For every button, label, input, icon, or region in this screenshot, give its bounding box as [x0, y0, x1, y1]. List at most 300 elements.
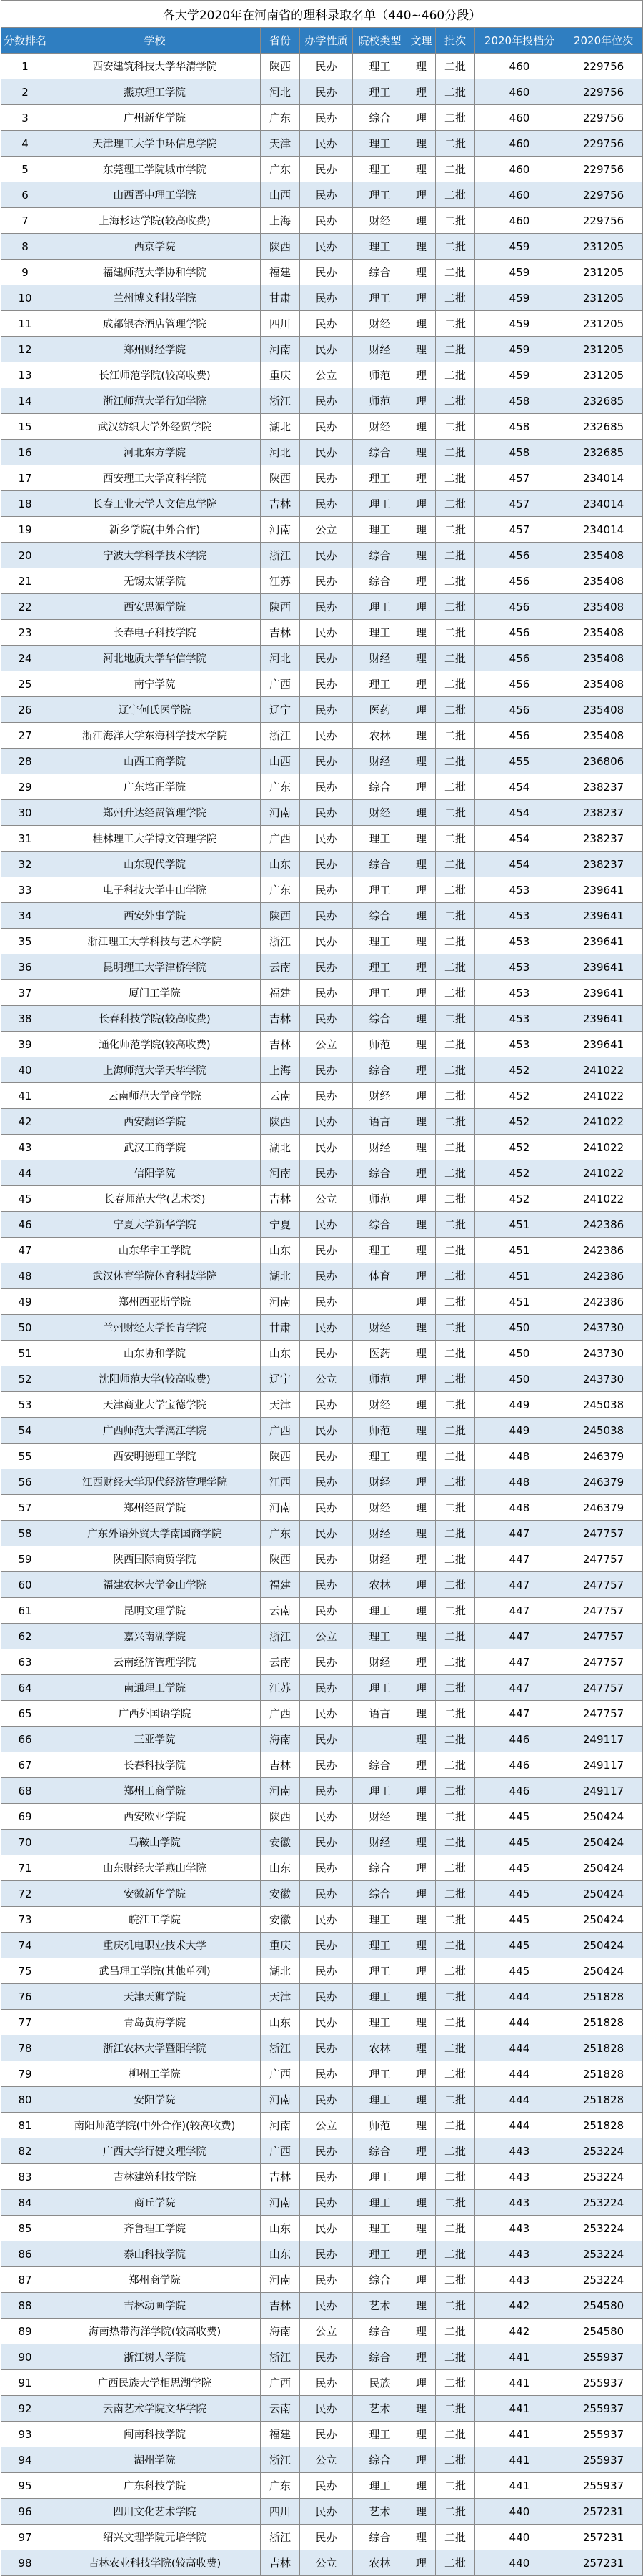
school-type-cell: 理工	[353, 2241, 407, 2267]
school-type-cell: 综合	[353, 903, 407, 929]
province-cell: 陕西	[261, 594, 300, 620]
position-cell: 238237	[564, 800, 643, 826]
rank-cell: 98	[1, 2550, 49, 2576]
province-cell: 山西	[261, 182, 300, 208]
score-cell: 445	[475, 1855, 564, 1881]
table-row	[1, 2319, 643, 2344]
score-cell: 442	[475, 2293, 564, 2319]
rank-cell: 55	[1, 1444, 49, 1469]
rank-cell: 7	[1, 208, 49, 234]
track-cell: 理	[407, 1521, 436, 1546]
position-cell: 255937	[564, 2344, 643, 2370]
position-cell: 246379	[564, 1495, 643, 1521]
school-type-cell: 综合	[353, 774, 407, 800]
batch-cell: 二批	[436, 1418, 475, 1444]
table-row	[1, 105, 643, 131]
batch-cell: 二批	[436, 440, 475, 465]
rank-cell: 2	[1, 79, 49, 105]
province-cell: 广东	[261, 1521, 300, 1546]
province-cell: 广东	[261, 105, 300, 131]
score-cell: 460	[475, 79, 564, 105]
table-row	[1, 774, 643, 800]
school-type-cell: 师范	[353, 388, 407, 414]
school-type-cell: 财经	[353, 749, 407, 774]
school-cell: 安徽新华学院	[49, 1881, 261, 1907]
track-cell: 理	[407, 697, 436, 723]
province-cell: 河南	[261, 2087, 300, 2113]
table-row	[1, 465, 643, 491]
batch-cell: 二批	[436, 388, 475, 414]
track-cell: 理	[407, 1752, 436, 1778]
track-cell: 理	[407, 1186, 436, 1212]
score-cell: 445	[475, 1804, 564, 1830]
table-row	[1, 568, 643, 594]
position-cell: 250424	[564, 1907, 643, 1933]
rank-cell: 29	[1, 774, 49, 800]
ownership-cell: 民办	[300, 1984, 353, 2010]
school-cell: 长春电子科技学院	[49, 620, 261, 646]
province-cell: 山东	[261, 2241, 300, 2267]
table-row	[1, 1186, 643, 1212]
track-cell: 理	[407, 2499, 436, 2525]
track-cell: 理	[407, 1057, 436, 1083]
rank-cell: 90	[1, 2344, 49, 2370]
track-cell: 理	[407, 285, 436, 311]
ownership-cell: 公立	[300, 2319, 353, 2344]
school-cell: 吉林建筑科技学院	[49, 2164, 261, 2190]
table-row	[1, 1083, 643, 1109]
province-cell: 吉林	[261, 1186, 300, 1212]
batch-cell: 二批	[436, 1572, 475, 1598]
ownership-cell: 民办	[300, 1212, 353, 1238]
position-cell: 250424	[564, 1804, 643, 1830]
ownership-cell: 民办	[300, 440, 353, 465]
score-cell: 460	[475, 54, 564, 79]
batch-cell: 二批	[436, 594, 475, 620]
batch-cell: 二批	[436, 1263, 475, 1289]
rank-cell: 86	[1, 2241, 49, 2267]
rank-cell: 73	[1, 1907, 49, 1933]
rank-cell: 17	[1, 465, 49, 491]
school-type-cell: 理工	[353, 517, 407, 543]
position-cell: 241022	[564, 1135, 643, 1160]
province-cell: 河北	[261, 79, 300, 105]
rank-cell: 67	[1, 1752, 49, 1778]
ownership-cell: 民办	[300, 1933, 353, 1958]
table-row	[1, 2525, 643, 2550]
batch-cell: 二批	[436, 2293, 475, 2319]
batch-cell: 二批	[436, 1495, 475, 1521]
position-cell: 232685	[564, 388, 643, 414]
position-cell: 231205	[564, 362, 643, 388]
province-cell: 辽宁	[261, 697, 300, 723]
position-cell: 253224	[564, 2241, 643, 2267]
school-type-cell: 理工	[353, 2164, 407, 2190]
ownership-cell: 民办	[300, 2010, 353, 2035]
province-cell: 河南	[261, 2190, 300, 2216]
batch-cell: 二批	[436, 1160, 475, 1186]
track-cell: 理	[407, 414, 436, 440]
track-cell: 理	[407, 1881, 436, 1907]
position-cell: 231205	[564, 285, 643, 311]
ownership-cell: 民办	[300, 2190, 353, 2216]
school-cell: 长江师范学院(较高收费)	[49, 362, 261, 388]
rank-cell: 87	[1, 2267, 49, 2293]
rank-cell: 63	[1, 1649, 49, 1675]
position-cell: 229756	[564, 208, 643, 234]
score-cell: 450	[475, 1341, 564, 1366]
table-row	[1, 1366, 643, 1392]
track-cell: 理	[407, 54, 436, 79]
school-cell: 吉林农业科技学院(较高收费)	[49, 2550, 261, 2576]
table-row	[1, 1855, 643, 1881]
school-type-cell: 理工	[353, 2216, 407, 2241]
track-cell: 理	[407, 2447, 436, 2473]
track-cell: 理	[407, 79, 436, 105]
rank-cell: 91	[1, 2370, 49, 2396]
ownership-cell: 民办	[300, 980, 353, 1006]
school-type-cell: 综合	[353, 105, 407, 131]
ownership-cell: 民办	[300, 1263, 353, 1289]
rank-cell: 76	[1, 1984, 49, 2010]
school-type-cell: 综合	[353, 543, 407, 568]
table-row	[1, 1392, 643, 1418]
score-cell: 450	[475, 1315, 564, 1341]
batch-cell: 二批	[436, 1135, 475, 1160]
school-cell: 泰山科技学院	[49, 2241, 261, 2267]
school-type-cell: 理工	[353, 131, 407, 157]
score-cell: 459	[475, 362, 564, 388]
rank-cell: 58	[1, 1521, 49, 1546]
table-row	[1, 1752, 643, 1778]
rank-cell: 97	[1, 2525, 49, 2550]
position-cell: 253224	[564, 2190, 643, 2216]
ownership-cell: 民办	[300, 285, 353, 311]
batch-cell: 二批	[436, 79, 475, 105]
school-type-cell: 理工	[353, 1624, 407, 1649]
track-cell: 理	[407, 954, 436, 980]
province-cell: 陕西	[261, 1109, 300, 1135]
table-row	[1, 954, 643, 980]
school-type-cell: 理工	[353, 877, 407, 903]
score-cell: 448	[475, 1469, 564, 1495]
score-cell: 443	[475, 2241, 564, 2267]
position-cell: 249117	[564, 1778, 643, 1804]
batch-cell: 二批	[436, 1212, 475, 1238]
ownership-cell: 民办	[300, 1546, 353, 1572]
position-cell: 255937	[564, 2396, 643, 2422]
track-cell: 理	[407, 2216, 436, 2241]
table-row	[1, 1958, 643, 1984]
school-type-cell: 综合	[353, 852, 407, 877]
position-cell: 247757	[564, 1572, 643, 1598]
column-header-track: 文理	[407, 28, 436, 54]
track-cell: 理	[407, 1444, 436, 1469]
batch-cell: 二批	[436, 2190, 475, 2216]
school-cell: 青岛黄海学院	[49, 2010, 261, 2035]
rank-cell: 27	[1, 723, 49, 749]
rank-cell: 77	[1, 2010, 49, 2035]
track-cell: 理	[407, 1907, 436, 1933]
school-cell: 西京学院	[49, 234, 261, 260]
rank-cell: 93	[1, 2422, 49, 2447]
table-row	[1, 1444, 643, 1469]
batch-cell: 二批	[436, 1984, 475, 2010]
ownership-cell: 民办	[300, 260, 353, 285]
position-cell: 247757	[564, 1521, 643, 1546]
batch-cell: 二批	[436, 157, 475, 182]
ownership-cell: 民办	[300, 1006, 353, 1032]
score-cell: 457	[475, 517, 564, 543]
position-cell: 255937	[564, 2370, 643, 2396]
province-cell: 陕西	[261, 54, 300, 79]
ownership-cell: 民办	[300, 1701, 353, 1727]
table-row	[1, 131, 643, 157]
school-type-cell: 综合	[353, 2138, 407, 2164]
track-cell: 理	[407, 517, 436, 543]
ownership-cell: 民办	[300, 2087, 353, 2113]
batch-cell: 二批	[436, 2035, 475, 2061]
rank-cell: 88	[1, 2293, 49, 2319]
batch-cell: 二批	[436, 285, 475, 311]
rank-cell: 66	[1, 1727, 49, 1752]
rank-cell: 84	[1, 2190, 49, 2216]
rank-cell: 36	[1, 954, 49, 980]
position-cell: 251828	[564, 2035, 643, 2061]
score-cell: 445	[475, 1933, 564, 1958]
school-cell: 宁波大学科学技术学院	[49, 543, 261, 568]
rank-cell: 48	[1, 1263, 49, 1289]
batch-cell: 二批	[436, 929, 475, 954]
batch-cell: 二批	[436, 234, 475, 260]
school-type-cell: 理工	[353, 594, 407, 620]
school-type-cell: 理工	[353, 2061, 407, 2087]
school-cell: 郑州财经学院	[49, 337, 261, 362]
rank-cell: 9	[1, 260, 49, 285]
school-type-cell: 理工	[353, 954, 407, 980]
ownership-cell: 民办	[300, 1057, 353, 1083]
rank-cell: 19	[1, 517, 49, 543]
column-header-school-type: 院校类型	[353, 28, 407, 54]
table-row	[1, 2190, 643, 2216]
province-cell: 浙江	[261, 2447, 300, 2473]
batch-cell: 二批	[436, 2241, 475, 2267]
position-cell: 253224	[564, 2267, 643, 2293]
admission-table	[1, 0, 643, 2576]
batch-cell: 二批	[436, 1392, 475, 1418]
rank-cell: 38	[1, 1006, 49, 1032]
province-cell: 浙江	[261, 388, 300, 414]
score-cell: 447	[475, 1521, 564, 1546]
school-type-cell: 艺术	[353, 2293, 407, 2319]
track-cell: 理	[407, 2138, 436, 2164]
table-row	[1, 1109, 643, 1135]
table-row	[1, 594, 643, 620]
table-row	[1, 2550, 643, 2576]
ownership-cell: 民办	[300, 568, 353, 594]
track-cell: 理	[407, 491, 436, 517]
rank-cell: 89	[1, 2319, 49, 2344]
ownership-cell: 民办	[300, 131, 353, 157]
score-cell: 446	[475, 1752, 564, 1778]
rank-cell: 69	[1, 1804, 49, 1830]
province-cell: 陕西	[261, 1546, 300, 1572]
school-type-cell: 综合	[353, 1006, 407, 1032]
province-cell: 湖北	[261, 1263, 300, 1289]
ownership-cell: 民办	[300, 1521, 353, 1546]
batch-cell: 二批	[436, 311, 475, 337]
ownership-cell: 民办	[300, 54, 353, 79]
score-cell: 459	[475, 337, 564, 362]
ownership-cell: 民办	[300, 749, 353, 774]
province-cell: 河南	[261, 800, 300, 826]
track-cell: 理	[407, 182, 436, 208]
school-cell: 兰州财经大学长青学院	[49, 1315, 261, 1341]
position-cell: 234014	[564, 465, 643, 491]
rank-cell: 40	[1, 1057, 49, 1083]
school-type-cell: 财经	[353, 414, 407, 440]
school-cell: 电子科技大学中山学院	[49, 877, 261, 903]
batch-cell: 二批	[436, 517, 475, 543]
table-row	[1, 2164, 643, 2190]
score-cell: 456	[475, 543, 564, 568]
table-row	[1, 852, 643, 877]
ownership-cell: 民办	[300, 2241, 353, 2267]
table-row	[1, 1057, 643, 1083]
track-cell: 理	[407, 1160, 436, 1186]
score-cell: 454	[475, 774, 564, 800]
table-row	[1, 1830, 643, 1855]
school-type-cell: 理工	[353, 182, 407, 208]
score-cell: 459	[475, 311, 564, 337]
school-cell: 西安理工大学高科学院	[49, 465, 261, 491]
school-type-cell: 财经	[353, 1830, 407, 1855]
track-cell: 理	[407, 620, 436, 646]
position-cell: 235408	[564, 620, 643, 646]
column-header-score: 2020年投档分	[475, 28, 564, 54]
rank-cell: 74	[1, 1933, 49, 1958]
batch-cell: 二批	[436, 2447, 475, 2473]
position-cell: 247757	[564, 1598, 643, 1624]
rank-cell: 22	[1, 594, 49, 620]
school-type-cell: 师范	[353, 1418, 407, 1444]
track-cell: 理	[407, 980, 436, 1006]
school-cell: 商丘学院	[49, 2190, 261, 2216]
track-cell: 理	[407, 1032, 436, 1057]
school-cell: 山东财经大学燕山学院	[49, 1855, 261, 1881]
school-cell: 昆明文理学院	[49, 1598, 261, 1624]
score-cell: 452	[475, 1135, 564, 1160]
score-cell: 443	[475, 2190, 564, 2216]
batch-cell: 二批	[436, 2422, 475, 2447]
track-cell: 理	[407, 1289, 436, 1315]
province-cell: 云南	[261, 1649, 300, 1675]
province-cell: 陕西	[261, 903, 300, 929]
score-cell: 441	[475, 2447, 564, 2473]
table-row	[1, 1701, 643, 1727]
table-row	[1, 749, 643, 774]
province-cell: 山东	[261, 1238, 300, 1263]
ownership-cell: 民办	[300, 311, 353, 337]
rank-cell: 10	[1, 285, 49, 311]
school-type-cell	[353, 1289, 407, 1315]
score-cell: 447	[475, 1572, 564, 1598]
track-cell: 理	[407, 1418, 436, 1444]
position-cell: 236806	[564, 749, 643, 774]
track-cell: 理	[407, 800, 436, 826]
rank-cell: 20	[1, 543, 49, 568]
batch-cell: 二批	[436, 1649, 475, 1675]
track-cell: 理	[407, 2164, 436, 2190]
school-type-cell: 财经	[353, 646, 407, 671]
school-cell: 成都银杏酒店管理学院	[49, 311, 261, 337]
table-row	[1, 1469, 643, 1495]
school-type-cell: 理工	[353, 671, 407, 697]
ownership-cell: 民办	[300, 1392, 353, 1418]
score-cell: 441	[475, 2344, 564, 2370]
school-cell: 西安明德理工学院	[49, 1444, 261, 1469]
batch-cell: 二批	[436, 1366, 475, 1392]
school-type-cell: 综合	[353, 2267, 407, 2293]
rank-cell: 35	[1, 929, 49, 954]
score-cell: 450	[475, 1366, 564, 1392]
rank-cell: 79	[1, 2061, 49, 2087]
position-cell: 247757	[564, 1546, 643, 1572]
track-cell: 理	[407, 2473, 436, 2499]
score-cell: 452	[475, 1083, 564, 1109]
province-cell: 广西	[261, 1418, 300, 1444]
score-cell: 451	[475, 1289, 564, 1315]
score-cell: 445	[475, 1881, 564, 1907]
ownership-cell: 民办	[300, 1572, 353, 1598]
batch-cell: 二批	[436, 2525, 475, 2550]
ownership-cell: 民办	[300, 157, 353, 182]
position-cell: 239641	[564, 980, 643, 1006]
track-cell: 理	[407, 208, 436, 234]
score-cell: 453	[475, 980, 564, 1006]
school-type-cell: 财经	[353, 337, 407, 362]
table-row	[1, 234, 643, 260]
score-cell: 444	[475, 1984, 564, 2010]
position-cell: 241022	[564, 1160, 643, 1186]
score-cell: 448	[475, 1495, 564, 1521]
table-row	[1, 491, 643, 517]
score-cell: 459	[475, 260, 564, 285]
score-cell: 441	[475, 2370, 564, 2396]
ownership-cell: 民办	[300, 1418, 353, 1444]
rank-cell: 70	[1, 1830, 49, 1855]
position-cell: 231205	[564, 234, 643, 260]
batch-cell: 二批	[436, 1238, 475, 1263]
ownership-cell: 民办	[300, 1958, 353, 1984]
school-cell: 广东培正学院	[49, 774, 261, 800]
batch-cell: 二批	[436, 723, 475, 749]
batch-cell: 二批	[436, 2010, 475, 2035]
batch-cell: 二批	[436, 2087, 475, 2113]
track-cell: 理	[407, 2550, 436, 2576]
rank-cell: 59	[1, 1546, 49, 1572]
column-header-province: 省份	[261, 28, 300, 54]
track-cell: 理	[407, 157, 436, 182]
ownership-cell: 民办	[300, 2267, 353, 2293]
track-cell: 理	[407, 903, 436, 929]
province-cell: 河南	[261, 1495, 300, 1521]
ownership-cell: 民办	[300, 2138, 353, 2164]
position-cell: 239641	[564, 954, 643, 980]
province-cell: 广东	[261, 157, 300, 182]
rank-cell: 62	[1, 1624, 49, 1649]
ownership-cell: 民办	[300, 79, 353, 105]
